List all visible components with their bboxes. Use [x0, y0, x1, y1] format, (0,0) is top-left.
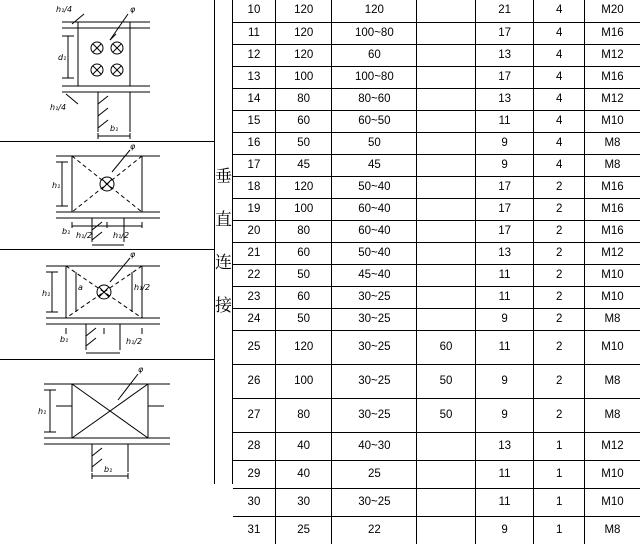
cell-count_2: 4	[534, 44, 584, 66]
cell-count_2: 2	[534, 398, 584, 432]
cell-count_2: 4	[534, 132, 584, 154]
cell-size_c	[417, 286, 476, 308]
cell-size_a: 25	[275, 516, 332, 544]
cell-size_a: 100	[275, 198, 332, 220]
svg-text:b₁: b₁	[62, 227, 71, 236]
cell-bolt: M8	[584, 516, 640, 544]
cell-count_1: 17	[475, 22, 534, 44]
cell-size_a: 45	[275, 154, 332, 176]
cell-no: 13	[233, 66, 275, 88]
cell-size_c	[417, 220, 476, 242]
svg-text:φ: φ	[138, 365, 144, 374]
cell-count_1: 13	[475, 242, 534, 264]
table-row	[233, 364, 640, 398]
cell-count_2: 4	[534, 110, 584, 132]
table-row	[233, 0, 640, 22]
cell-count_2: 4	[534, 88, 584, 110]
svg-text:φ: φ	[130, 142, 136, 151]
table-row	[233, 308, 640, 330]
svg-text:b₁: b₁	[60, 335, 69, 344]
cell-bolt: M16	[584, 22, 640, 44]
cell-count_2: 1	[534, 488, 584, 516]
cell-bolt: M12	[584, 432, 640, 460]
cell-bolt: M10	[584, 460, 640, 488]
cell-size_b: 80~60	[332, 88, 417, 110]
table-row	[233, 488, 640, 516]
cell-count_2: 1	[534, 516, 584, 544]
cell-no: 25	[233, 330, 275, 364]
cell-size_b: 30~25	[332, 398, 417, 432]
cell-size_a: 100	[275, 66, 332, 88]
table-row	[233, 154, 640, 176]
svg-text:d₁: d₁	[58, 53, 67, 62]
cell-size_c	[417, 22, 476, 44]
cell-size_a: 80	[275, 398, 332, 432]
cell-no: 14	[233, 88, 275, 110]
cell-no: 17	[233, 154, 275, 176]
table-row	[233, 132, 640, 154]
cell-size_c	[417, 0, 476, 22]
cell-count_1: 9	[475, 154, 534, 176]
cell-count_2: 2	[534, 220, 584, 242]
cell-bolt: M10	[584, 286, 640, 308]
cell-size_b: 60~50	[332, 110, 417, 132]
cell-bolt: M8	[584, 364, 640, 398]
cell-count_1: 17	[475, 176, 534, 198]
cell-bolt: M16	[584, 198, 640, 220]
svg-text:h₁/2: h₁/2	[134, 283, 151, 292]
cell-size_c	[417, 242, 476, 264]
cell-count_2: 2	[534, 176, 584, 198]
cell-size_a: 60	[275, 110, 332, 132]
table-row	[233, 264, 640, 286]
cell-size_b: 30~25	[332, 286, 417, 308]
cell-bolt: M12	[584, 88, 640, 110]
svg-text:b₁: b₁	[110, 124, 119, 133]
cell-size_c	[417, 110, 476, 132]
cell-size_b: 100~80	[332, 22, 417, 44]
cell-bolt: M16	[584, 220, 640, 242]
cell-count_2: 2	[534, 198, 584, 220]
cell-size_a: 40	[275, 460, 332, 488]
cell-size_a: 120	[275, 176, 332, 198]
cell-size_a: 30	[275, 488, 332, 516]
cell-size_b: 40~30	[332, 432, 417, 460]
svg-text:φ: φ	[130, 5, 136, 14]
svg-text:h₁/2: h₁/2	[113, 231, 130, 240]
cell-size_c: 50	[417, 364, 476, 398]
detail-4-drawing	[0, 360, 215, 483]
cell-count_2: 2	[534, 286, 584, 308]
cell-size_b: 25	[332, 460, 417, 488]
table-row	[233, 242, 640, 264]
cell-count_1: 11	[475, 460, 534, 488]
cell-count_2: 2	[534, 242, 584, 264]
vlabel-char-4: 接	[215, 296, 232, 316]
cell-no: 10	[233, 0, 275, 22]
cell-count_1: 11	[475, 488, 534, 516]
cell-no: 29	[233, 460, 275, 488]
diagram-cell-4	[0, 360, 214, 484]
cell-size_a: 60	[275, 286, 332, 308]
cell-no: 20	[233, 220, 275, 242]
cell-no: 26	[233, 364, 275, 398]
cell-size_b: 120	[332, 0, 417, 22]
table-row	[233, 460, 640, 488]
cell-size_c	[417, 132, 476, 154]
vlabel-char-3: 连	[215, 253, 232, 273]
cell-count_2: 2	[534, 308, 584, 330]
vertical-connection-label	[215, 0, 233, 484]
cell-no: 23	[233, 286, 275, 308]
cell-no: 31	[233, 516, 275, 544]
cell-count_1: 13	[475, 44, 534, 66]
table-row	[233, 88, 640, 110]
cell-count_1: 13	[475, 88, 534, 110]
cell-bolt: M8	[584, 398, 640, 432]
cell-size_a: 50	[275, 264, 332, 286]
cell-no: 22	[233, 264, 275, 286]
cell-size_a: 40	[275, 432, 332, 460]
cell-no: 27	[233, 398, 275, 432]
cell-no: 24	[233, 308, 275, 330]
cell-size_a: 120	[275, 22, 332, 44]
cell-size_b: 60~40	[332, 220, 417, 242]
cell-size_c	[417, 308, 476, 330]
cell-size_c	[417, 488, 476, 516]
svg-text:h₁/2: h₁/2	[76, 231, 93, 240]
cell-size_a: 80	[275, 220, 332, 242]
cell-no: 21	[233, 242, 275, 264]
cell-size_c	[417, 154, 476, 176]
cell-size_a: 120	[275, 44, 332, 66]
table-row	[233, 66, 640, 88]
cell-size_a: 100	[275, 364, 332, 398]
cell-bolt: M12	[584, 242, 640, 264]
cell-size_b: 30~25	[332, 488, 417, 516]
cell-size_c	[417, 176, 476, 198]
cell-size_a: 120	[275, 0, 332, 22]
cell-size_c	[417, 264, 476, 286]
spec-table	[233, 0, 640, 544]
cell-size_b: 60	[332, 44, 417, 66]
cell-size_a: 50	[275, 132, 332, 154]
table-row	[233, 176, 640, 198]
diagram-cell-3	[0, 250, 214, 360]
cell-bolt: M10	[584, 488, 640, 516]
vlabel-char-2: 直	[215, 210, 232, 230]
table-row	[233, 516, 640, 544]
cell-count_1: 11	[475, 330, 534, 364]
cell-size_a: 80	[275, 88, 332, 110]
svg-text:h₁: h₁	[42, 289, 51, 298]
cell-count_1: 17	[475, 66, 534, 88]
diagram-cell-1	[0, 0, 214, 142]
cell-size_c	[417, 432, 476, 460]
cell-count_2: 4	[534, 66, 584, 88]
table-row	[233, 286, 640, 308]
cell-count_2: 1	[534, 432, 584, 460]
cell-bolt: M16	[584, 176, 640, 198]
spec-table-body	[233, 0, 640, 544]
table-row	[233, 330, 640, 364]
cell-count_1: 17	[475, 198, 534, 220]
cell-count_1: 9	[475, 398, 534, 432]
svg-text:b₁: b₁	[104, 465, 113, 474]
cell-bolt: M20	[584, 0, 640, 22]
cell-no: 16	[233, 132, 275, 154]
cell-count_1: 11	[475, 110, 534, 132]
vlabel-char-1: 垂	[215, 167, 232, 187]
cell-size_b: 45	[332, 154, 417, 176]
diagram-column	[0, 0, 215, 484]
cell-count_1: 9	[475, 516, 534, 544]
svg-text:h₁: h₁	[52, 181, 61, 190]
cell-no: 28	[233, 432, 275, 460]
cell-bolt: M16	[584, 66, 640, 88]
cell-count_1: 13	[475, 432, 534, 460]
cell-count_1: 9	[475, 364, 534, 398]
cell-bolt: M8	[584, 132, 640, 154]
table-row	[233, 220, 640, 242]
table-row	[233, 432, 640, 460]
table-row	[233, 44, 640, 66]
svg-text:h₁/2: h₁/2	[126, 337, 143, 346]
cell-size_a: 120	[275, 330, 332, 364]
cell-no: 18	[233, 176, 275, 198]
cell-size_b: 45~40	[332, 264, 417, 286]
cell-size_b: 22	[332, 516, 417, 544]
cell-bolt: M10	[584, 330, 640, 364]
cell-size_b: 30~25	[332, 308, 417, 330]
cell-size_c	[417, 44, 476, 66]
cell-size_c	[417, 460, 476, 488]
cell-size_b: 30~25	[332, 364, 417, 398]
svg-text:h₁/4: h₁/4	[50, 103, 67, 112]
table-row	[233, 398, 640, 432]
cell-count_2: 4	[534, 154, 584, 176]
detail-3-drawing	[0, 250, 215, 360]
svg-text:h₁/4: h₁/4	[56, 5, 73, 14]
cell-size_b: 60~40	[332, 198, 417, 220]
svg-text:a: a	[78, 283, 83, 292]
cell-count_2: 2	[534, 364, 584, 398]
table-row	[233, 198, 640, 220]
cell-size_c	[417, 516, 476, 544]
cell-count_2: 2	[534, 330, 584, 364]
cell-size_c	[417, 198, 476, 220]
cell-size_b: 30~25	[332, 330, 417, 364]
cell-size_b: 50~40	[332, 176, 417, 198]
cell-size_c: 50	[417, 398, 476, 432]
cell-no: 11	[233, 22, 275, 44]
detail-2-drawing	[0, 142, 215, 250]
cell-bolt: M10	[584, 110, 640, 132]
cell-no: 15	[233, 110, 275, 132]
detail-1-drawing	[0, 0, 215, 142]
cell-size_c	[417, 88, 476, 110]
cell-size_a: 60	[275, 242, 332, 264]
cell-count_1: 9	[475, 132, 534, 154]
cell-size_c	[417, 66, 476, 88]
cell-count_1: 11	[475, 286, 534, 308]
cell-size_b: 100~80	[332, 66, 417, 88]
cell-count_2: 2	[534, 264, 584, 286]
cell-no: 19	[233, 198, 275, 220]
table-row	[233, 22, 640, 44]
cell-bolt: M8	[584, 154, 640, 176]
cell-count_1: 17	[475, 220, 534, 242]
diagram-cell-2	[0, 142, 214, 250]
cell-count_1: 9	[475, 308, 534, 330]
cell-size_c: 60	[417, 330, 476, 364]
cell-count_1: 21	[475, 0, 534, 22]
table-row	[233, 110, 640, 132]
cell-size_a: 50	[275, 308, 332, 330]
cell-count_1: 11	[475, 264, 534, 286]
svg-text:φ: φ	[130, 250, 136, 259]
cell-bolt: M8	[584, 308, 640, 330]
cell-size_b: 50	[332, 132, 417, 154]
svg-text:h₁: h₁	[38, 407, 47, 416]
cell-bolt: M10	[584, 264, 640, 286]
cell-count_2: 1	[534, 460, 584, 488]
cell-no: 30	[233, 488, 275, 516]
cell-count_2: 4	[534, 0, 584, 22]
spec-table-container	[233, 0, 640, 536]
cell-no: 12	[233, 44, 275, 66]
cell-count_2: 4	[534, 22, 584, 44]
cell-bolt: M12	[584, 44, 640, 66]
cell-size_b: 50~40	[332, 242, 417, 264]
